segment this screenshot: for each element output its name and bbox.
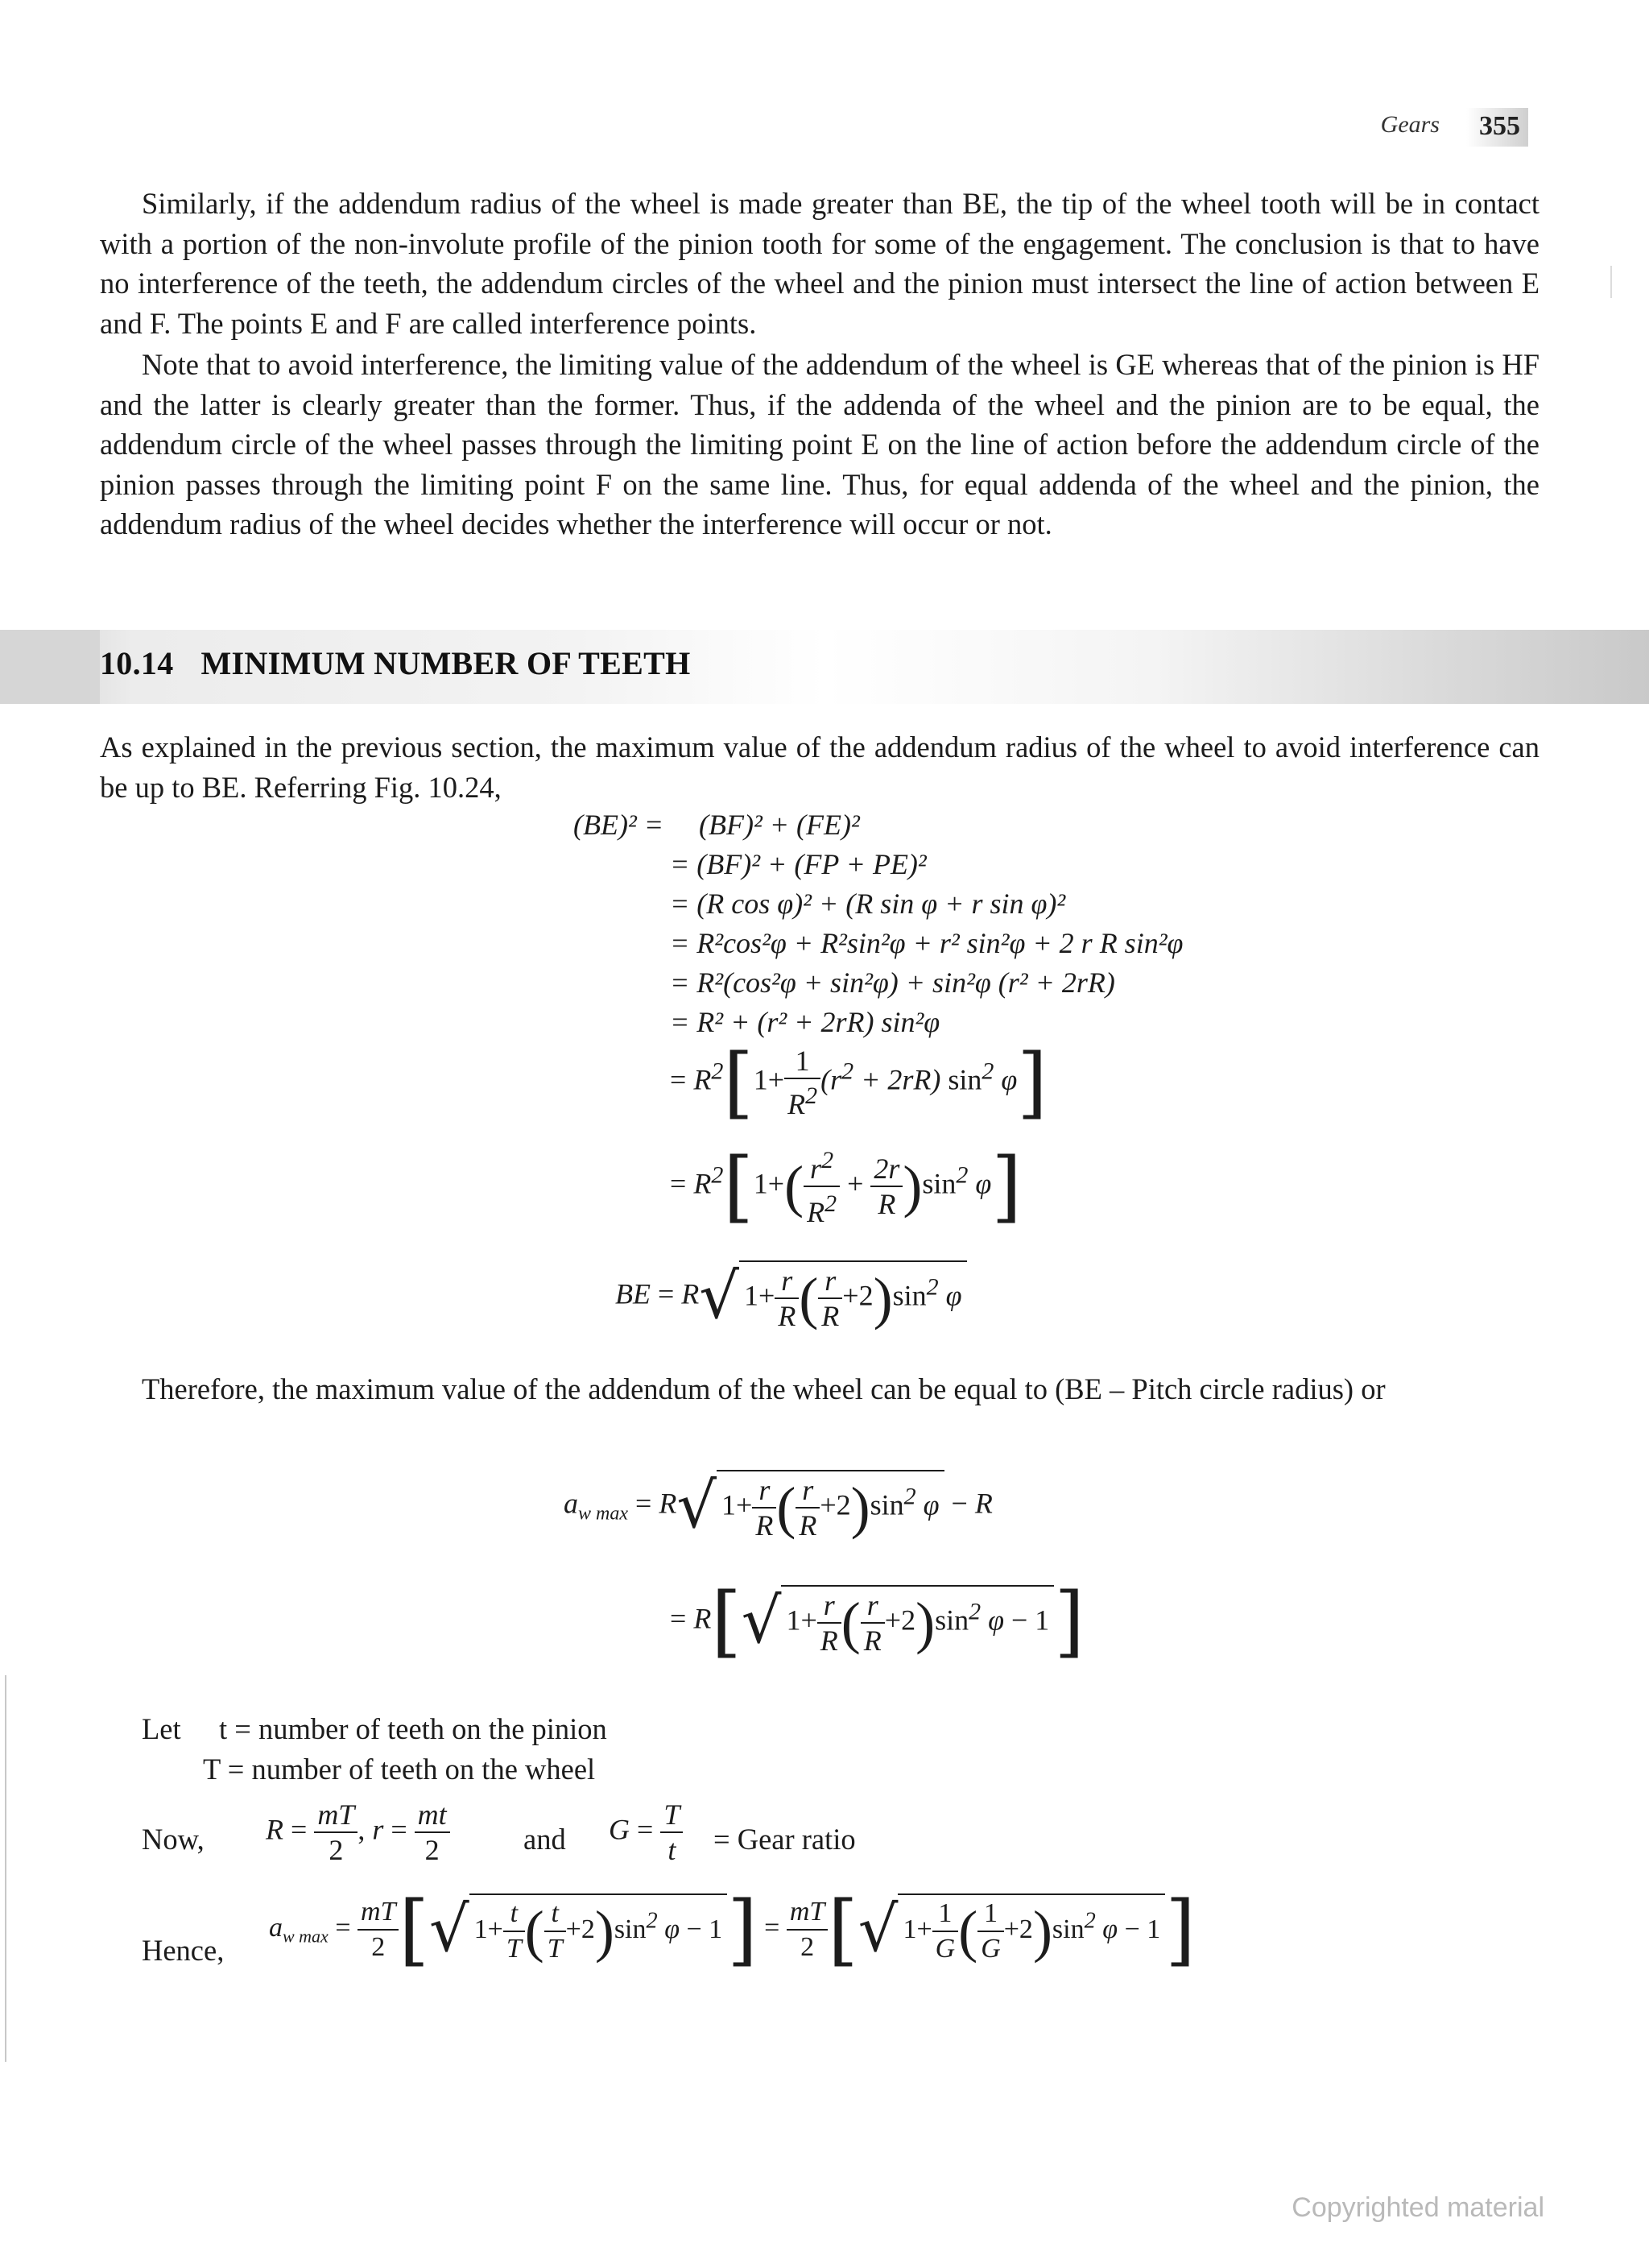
paragraph-2: Note that to avoid interference, the limiting value of the addendum of the wheel is GE whereas that of the pinion is HF and the latter is clearly greater than the former. Thus, if the addenda of the wheel and the pinion are to be equal, the addendum circle of the wheel passes through the limiting point E on the line of action before the addendum circle of the pinion passes through the limiting point F on the same line. Thus, for equal addenda of the wheel and the pinion, the addendum radius of the wheel decides whether the interference will occur or not. bbox=[100, 348, 1539, 540]
definition-t: t = number of teeth on the pinion bbox=[219, 1712, 607, 1745]
equation-awmax-2: = R[√ 1+ $\frac{r}{R}$ ( $\frac{r}{R}$ $+2)\sin^2$ φ − 1] bbox=[670, 1576, 1085, 1666]
gear-ratio-text: = Gear ratio bbox=[713, 1823, 856, 1856]
section-title: MINIMUM NUMBER OF TEETH bbox=[200, 645, 691, 681]
paragraph-4: Therefore, the maximum value of the addendum of the wheel can be equal to (BE – Pitch circle radius) or bbox=[142, 1372, 1386, 1405]
section-heading-band-edge bbox=[0, 630, 100, 704]
now-label: Now, bbox=[142, 1823, 205, 1856]
page-number: 355 bbox=[1466, 108, 1528, 147]
equation-line-1: (BF)² + (FE)² bbox=[699, 809, 860, 841]
hence-label: Hence, bbox=[142, 1934, 225, 1967]
paragraph-1: Similarly, if the addendum radius of the wheel is made greater than BE, the tip of the wheel tooth will be in contact with a portion of the non-involute profile of the pinion tooth for some of the engagement. The conclusion is that to have no interference of the teeth, the addendum circles of the wheel and the pinion must intersect the line of action between E and F. The points E and F are called interference points. bbox=[100, 187, 1539, 340]
paragraph-3: As explained in the previous section, the maximum value of the addendum radius of the wheel to avoid interference can be up to BE. Referring Fig. 10.24, bbox=[100, 730, 1539, 804]
equation-line-2: = (BF)² + (FP + PE)² bbox=[670, 848, 927, 880]
equation-line-6: = R² + (r² + 2rR) sin²φ bbox=[670, 1006, 940, 1038]
definition-T: T = number of teeth on the wheel bbox=[203, 1753, 596, 1786]
equation-line-4: = R²cos²φ + R²sin²φ + r² sin²φ + 2 r R sin²φ bbox=[670, 927, 1184, 959]
equation-lhs-be-squared: (BE)² = bbox=[573, 809, 664, 841]
and-label: and bbox=[523, 1823, 566, 1856]
equation-definitions: R = $\frac{mT}{2}$ , r = $\frac{mt}{2}$ bbox=[266, 1798, 450, 1867]
equation-final: $a_{w max}$ = $\frac{mT}{2}$ [√ 1+ $\frac{t}{T}$ ( $\frac{t}{T}$ $+2)\sin^2$ φ − 1] = $\frac{mT}{2}$ [√ 1+ $\frac{1}{G}$ ( $\frac{1}{G}$ $+2)\sin^2$ φ − 1] bbox=[269, 1885, 1196, 1975]
equation-line-5: = R²(cos²φ + sin²φ) + sin²φ (r² + 2rR) bbox=[670, 966, 1115, 999]
running-title: Gears bbox=[1380, 111, 1440, 138]
equation-line-3: = (R cos φ)² + (R sin φ + r sin φ)² bbox=[670, 888, 1066, 920]
section-number: 10.14 bbox=[100, 645, 174, 681]
scan-mark bbox=[1610, 266, 1612, 298]
scan-margin-line bbox=[5, 1675, 6, 2062]
section-heading bbox=[100, 644, 691, 682]
equation-gear-ratio: G = $\frac{T}{t}$ bbox=[609, 1798, 683, 1867]
equation-line-8: = $R^2[1+$( $\frac{r^2}{R^2}$ + $\frac{2r}{R}$ )$\sin^2$ φ] bbox=[670, 1141, 1022, 1231]
equation-line-7: = $R^2[1+$ $\frac{1}{R^2}$ $(r^2 + 2rR)$ $\sin^2 \varphi$] bbox=[670, 1037, 1048, 1128]
let-label: Let bbox=[142, 1712, 181, 1745]
copyright-watermark: Copyrighted material bbox=[1292, 2192, 1544, 2223]
equation-awmax-1: $a_{w max} = R√$ 1+ $\frac{r}{R}$ ( $\frac{r}{R}$ $+2)\sin^2$ φ − R bbox=[564, 1470, 993, 1542]
equation-be: BE = R√ 1+ $\frac{r}{R}$ ( $\frac{r}{R}$ $+2)\sin^2$ φ bbox=[615, 1260, 967, 1333]
